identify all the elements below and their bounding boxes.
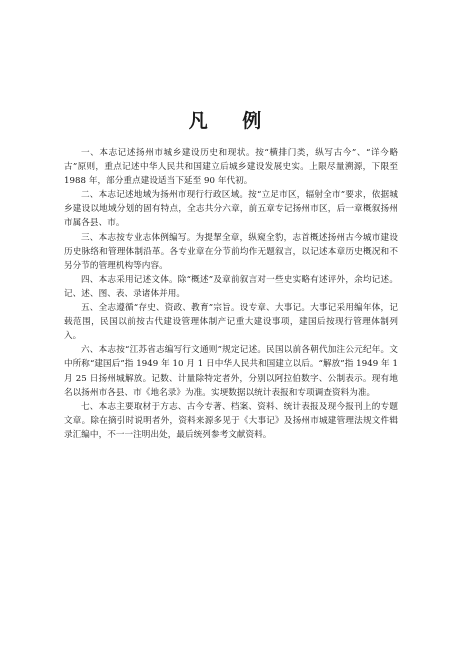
paragraph-1: 一、本志记述扬州市城乡建设历史和现状。按“横排门类，纵写古今”、“详今略古”原则，重点记述中华人民共和国建立后城乡建设发展史实。上限尽量溯源，下限至 1988 年，部分重点建设适当下延至 90 年代初。: [64, 148, 398, 187]
paragraph-4: 四、本志采用记述文体。除“概述”及章前叙言对一些史实略有述评外，余均记述。记、述、图、表、录诸体并用。: [64, 274, 398, 299]
paragraph-5: 五、全志遵循“存史、资政、教育”宗旨。设专章、大事记。大事记采用编年体，记载范围，民国以前按古代建设管理体制产记重大建设事项，建国后按现行管理体制列入。: [64, 303, 398, 342]
paragraph-6: 六、本志按“江苏省志编写行文通则”规定记述。民国以前各朝代加注公元纪年。文中所称“建国后”指 1949 年 10 月 1 日中华人民共和国建立以后。“解放”指 1949 年 1 月 25 日扬州城解放。记数、计量除特定者外，分别以阿拉伯数字、公制表示。现有地名以扬州市各县、市《地名录》为准。实埂数据以统计表报和专项调查资料为准。: [64, 345, 398, 398]
paragraph-3: 三、本志按专业志体例编写。为提挈全章，纵窥全豹，志首概述扬州古今城市建设历史脉络和管理体制沿革。各专业章在分节前均作无题叙言，以记述本章历史概况和不另分节的管理机构等内容。: [64, 232, 398, 271]
document-body: [64, 146, 398, 442]
paragraph-7: 七、本志主要取材于方志、古今专著、档案、资料、统计表报及现今报刊上的专题文章。除在摘引时说明者外，资料来源多见于《大事记》及扬州市城建管理法规文件辑录汇编中，不一一注明出处，最后统列参考文献资料。: [64, 401, 398, 440]
page-title: 凡 例: [188, 110, 276, 132]
paragraph-2: 二、本志记述地域为扬州市现行行政区域。按“立足市区，辐射全市”要求，依据城乡建设以地域分划的固有特点，全志共分六章，前五章专记扬州市区，后一章概叙扬州市属各县、市。: [64, 190, 398, 229]
